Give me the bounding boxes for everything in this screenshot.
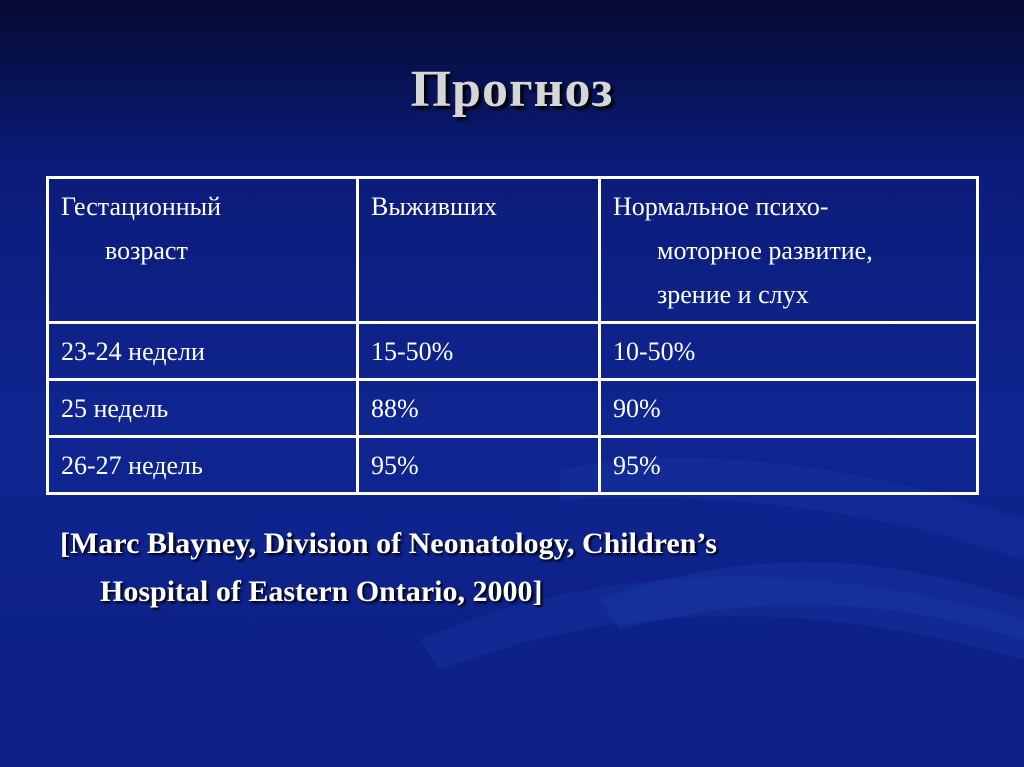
header-normal-development bbox=[600, 178, 978, 323]
header-normal-development-line1: Нормальное психо- bbox=[613, 192, 829, 221]
table-row bbox=[48, 437, 978, 494]
cell-survived: 88% bbox=[358, 380, 600, 437]
cell-age: 26-27 недель bbox=[48, 437, 358, 494]
table-row bbox=[48, 380, 978, 437]
cell-normal: 90% bbox=[600, 380, 978, 437]
citation-line2: Hospital of Eastern Ontario, 2000] bbox=[100, 575, 543, 608]
header-survived-label: Выживших bbox=[371, 192, 497, 221]
cell-age: 25 недель bbox=[48, 380, 358, 437]
citation bbox=[60, 520, 970, 616]
header-gestational-age bbox=[48, 178, 358, 323]
cell-survived: 15-50% bbox=[358, 323, 600, 380]
cell-survived: 95% bbox=[358, 437, 600, 494]
header-survived bbox=[358, 178, 600, 323]
citation-line1: [Marc Blayney, Division of Neonatology, Children’s bbox=[60, 527, 717, 560]
header-gestational-age-line2: возраст bbox=[105, 236, 188, 265]
header-normal-development-line3: зрение и слух bbox=[657, 280, 809, 309]
header-gestational-age-line1: Гестационный bbox=[61, 192, 222, 221]
table-header-row bbox=[48, 178, 978, 323]
cell-normal: 10-50% bbox=[600, 323, 978, 380]
header-normal-development-line2: моторное развитие, bbox=[657, 236, 873, 265]
cell-normal: 95% bbox=[600, 437, 978, 494]
table-row bbox=[48, 323, 978, 380]
cell-age: 23-24 недели bbox=[48, 323, 358, 380]
slide-title: Прогноз bbox=[410, 61, 614, 118]
prognosis-table bbox=[46, 176, 979, 495]
